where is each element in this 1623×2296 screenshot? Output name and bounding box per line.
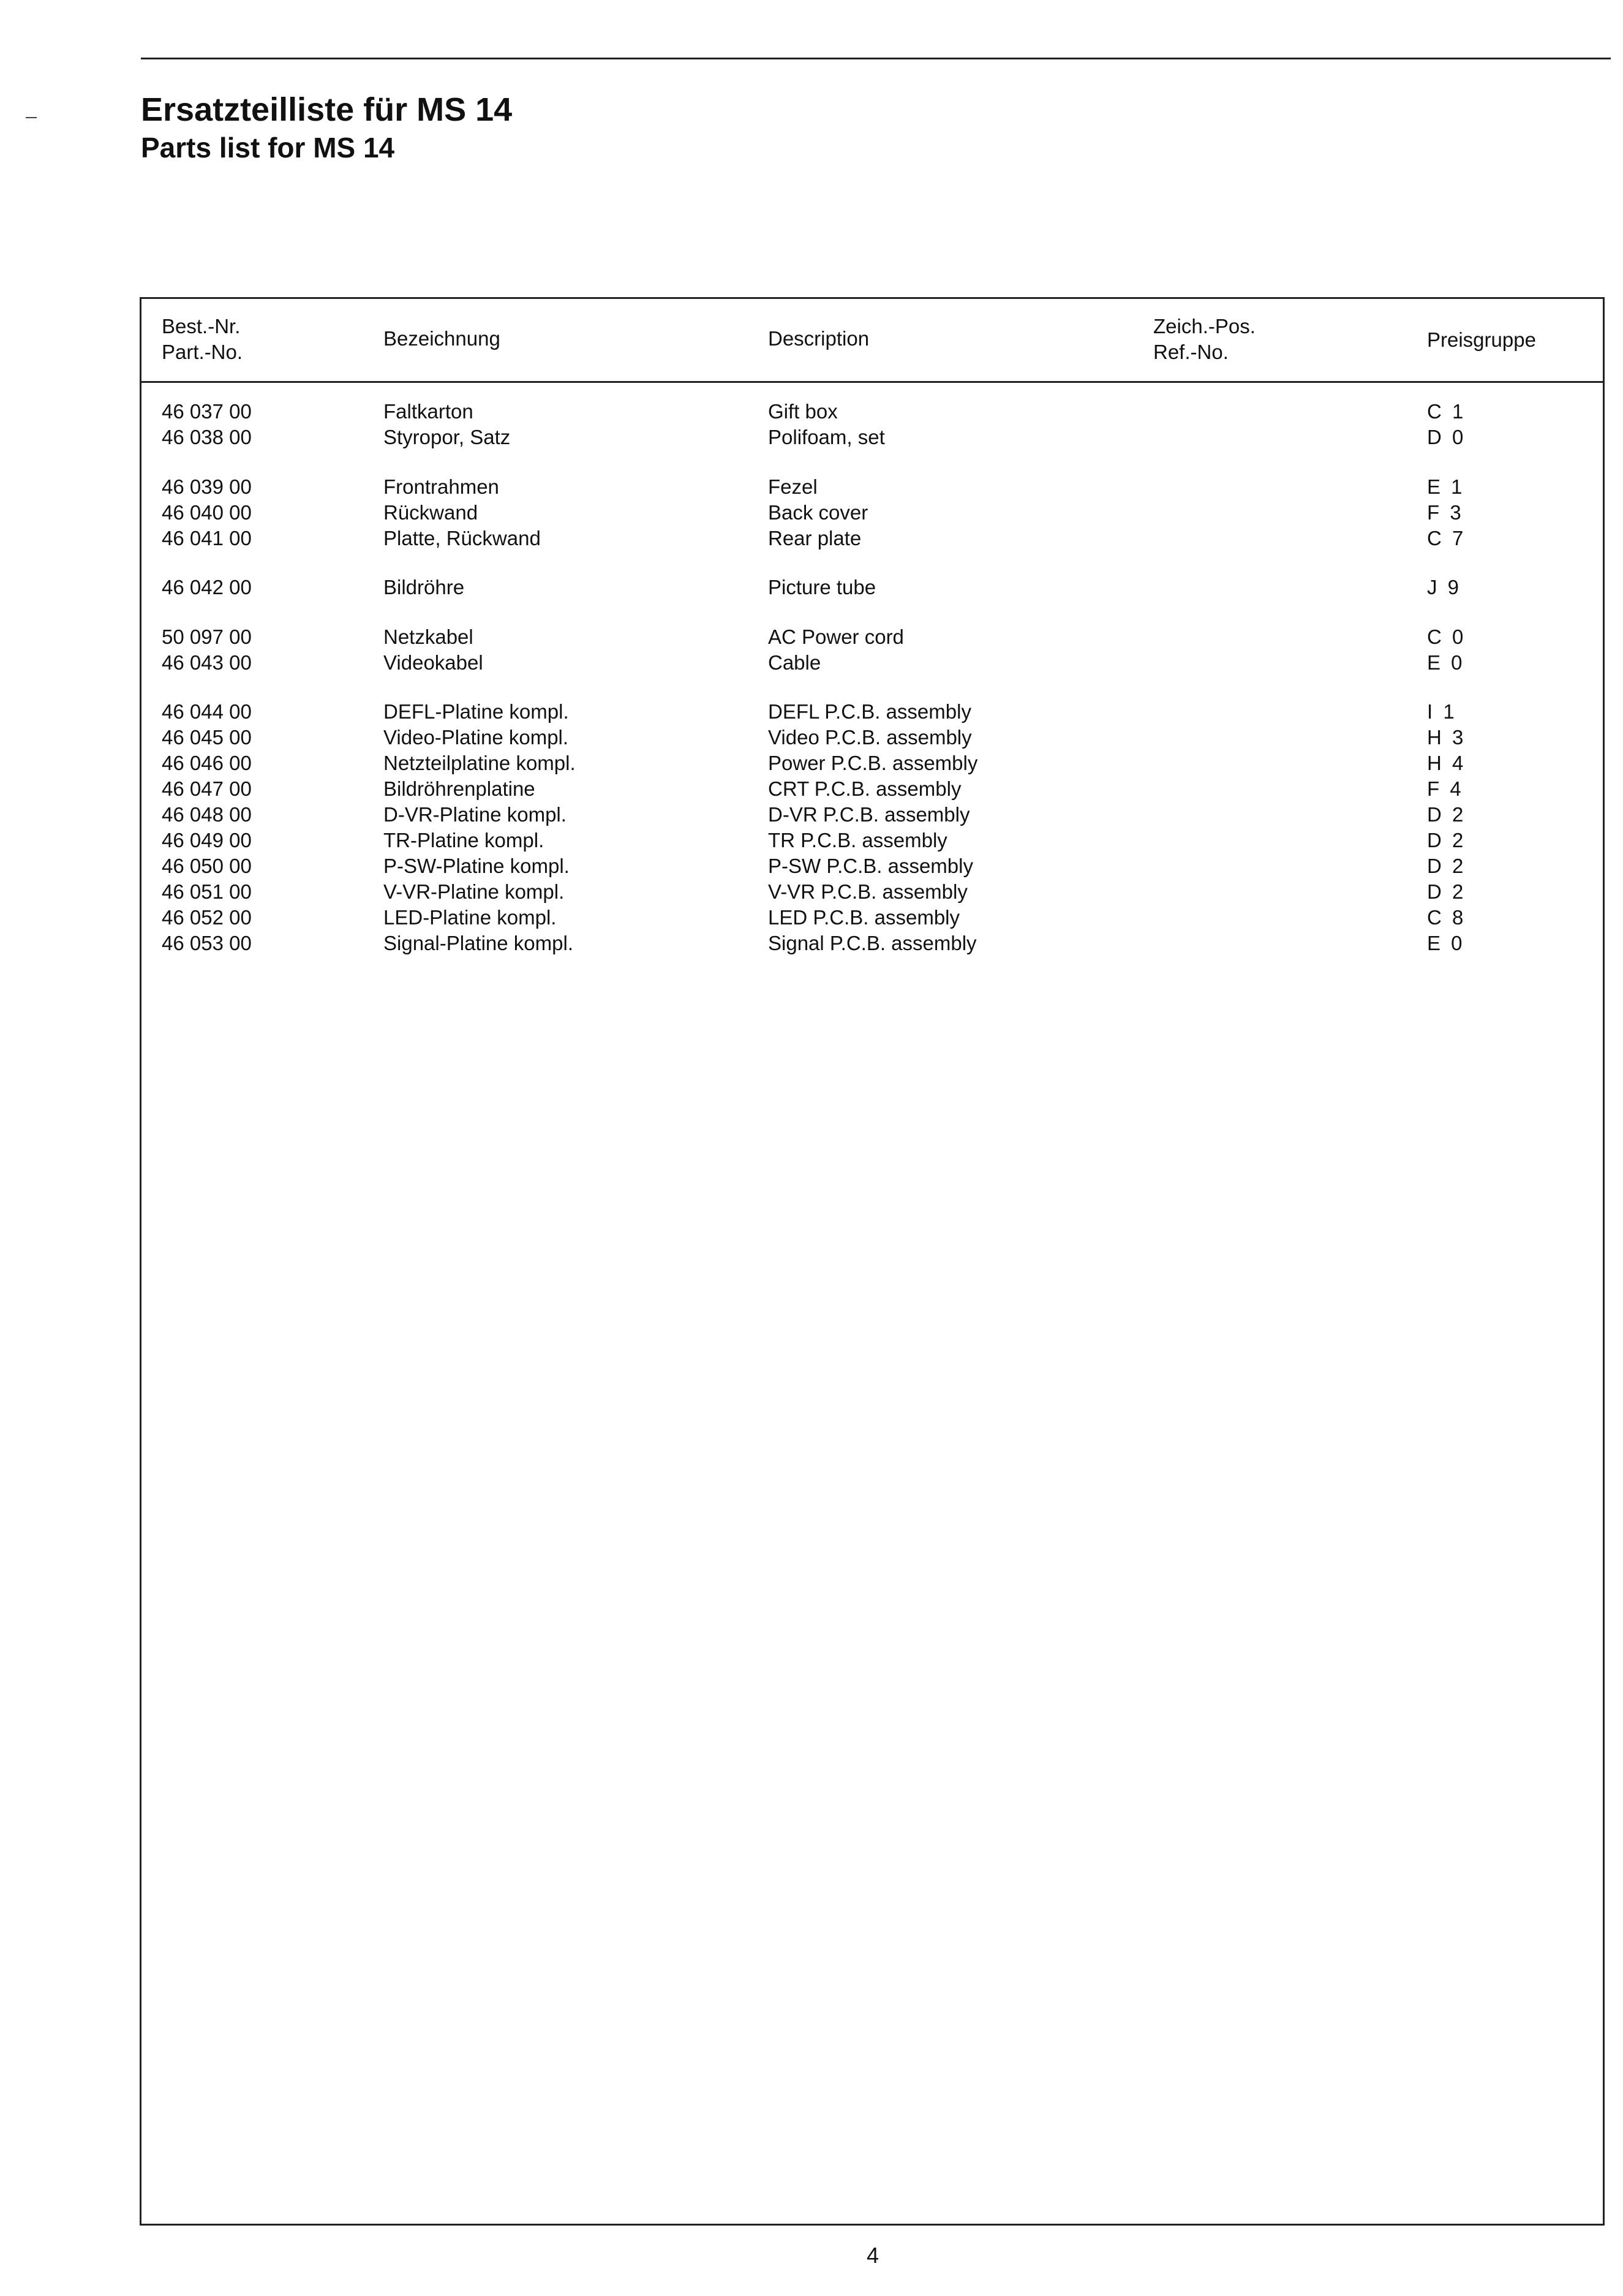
bezeichnung-cell: Video-Platine kompl.: [383, 726, 569, 749]
bezeichnung-cell: Netzteilplatine kompl.: [383, 752, 576, 774]
description-cell: Video P.C.B. assembly: [768, 726, 972, 749]
description-cell: TR P.C.B. assembly: [768, 829, 947, 852]
page-title-german: Ersatzteilliste für MS 14: [141, 91, 513, 128]
parts-table: [140, 297, 1605, 2226]
price-group-cell: D 2: [1427, 855, 1466, 877]
bezeichnung-cell: LED-Platine kompl.: [383, 906, 557, 929]
description-cell: LED P.C.B. assembly: [768, 906, 960, 929]
bezeichnung-cell: Faltkarton: [383, 400, 473, 423]
description-cell: Cable: [768, 651, 821, 674]
description-cell: AC Power cord: [768, 625, 904, 648]
part-number-cell: 46 039 00: [162, 475, 252, 498]
price-group-cell: F 3: [1427, 501, 1464, 524]
table-row: [141, 624, 1603, 650]
bezeichnung-cell: Videokabel: [383, 651, 483, 674]
table-row: [141, 931, 1603, 956]
table-row: [141, 802, 1603, 828]
table-row: [141, 879, 1603, 905]
price-group-cell: C 1: [1427, 400, 1466, 423]
header-ref-number: [1153, 314, 1256, 365]
header-ref-number-en: Ref.-No.: [1153, 341, 1229, 363]
table-header: [141, 299, 1603, 382]
title-block: [141, 89, 512, 165]
part-number-cell: 46 040 00: [162, 501, 252, 524]
bezeichnung-cell: V-VR-Platine kompl.: [383, 880, 565, 903]
description-cell: Rear plate: [768, 527, 862, 549]
bezeichnung-cell: Netzkabel: [383, 625, 473, 648]
bezeichnung-cell: Styropor, Satz: [383, 426, 511, 448]
part-number-cell: 46 049 00: [162, 829, 252, 852]
part-number-cell: 46 043 00: [162, 651, 252, 674]
price-group-cell: H 4: [1427, 752, 1466, 774]
part-number-cell: 46 044 00: [162, 700, 252, 723]
table-row: [141, 474, 1603, 500]
price-group-cell: C 0: [1427, 625, 1466, 648]
table-row: [141, 575, 1603, 600]
description-cell: V-VR P.C.B. assembly: [768, 880, 968, 903]
header-description: Description: [768, 327, 870, 350]
margin-mark: [26, 117, 37, 118]
price-group-cell: C 7: [1427, 527, 1466, 549]
header-part-number: [162, 314, 243, 365]
price-group-cell: I 1: [1427, 700, 1457, 723]
table-row: [141, 699, 1603, 725]
description-cell: Power P.C.B. assembly: [768, 752, 978, 774]
table-row: [141, 828, 1603, 853]
price-group-cell: C 8: [1427, 906, 1466, 929]
table-row: [141, 399, 1603, 425]
description-cell: Polifoam, set: [768, 426, 885, 448]
part-number-cell: 46 041 00: [162, 527, 252, 549]
price-group-cell: D 2: [1427, 803, 1466, 826]
part-number-cell: 46 051 00: [162, 880, 252, 903]
description-cell: DEFL P.C.B. assembly: [768, 700, 971, 723]
bezeichnung-cell: Bildröhre: [383, 576, 465, 599]
header-part-number-en: Part.-No.: [162, 341, 243, 363]
bezeichnung-cell: Frontrahmen: [383, 475, 499, 498]
description-cell: P-SW P.C.B. assembly: [768, 855, 973, 877]
price-group-cell: E 0: [1427, 651, 1465, 674]
price-group-cell: D 0: [1427, 426, 1466, 448]
part-number-cell: 50 097 00: [162, 625, 252, 648]
table-row: [141, 905, 1603, 931]
table-row: [141, 776, 1603, 802]
description-cell: Picture tube: [768, 576, 876, 599]
bezeichnung-cell: Signal-Platine kompl.: [383, 932, 573, 954]
bezeichnung-cell: TR-Platine kompl.: [383, 829, 544, 852]
table-row: [141, 853, 1603, 879]
header-price-group: Preisgruppe: [1427, 328, 1536, 351]
table-row: [141, 725, 1603, 750]
header-separator: [141, 381, 1603, 383]
price-group-cell: E 0: [1427, 932, 1465, 954]
part-number-cell: 46 042 00: [162, 576, 252, 599]
price-group-cell: D 2: [1427, 880, 1466, 903]
bezeichnung-cell: D-VR-Platine kompl.: [383, 803, 567, 826]
part-number-cell: 46 048 00: [162, 803, 252, 826]
description-cell: D-VR P.C.B. assembly: [768, 803, 970, 826]
table-row: [141, 500, 1603, 526]
bezeichnung-cell: DEFL-Platine kompl.: [383, 700, 569, 723]
header-ref-number-de: Zeich.-Pos.: [1153, 315, 1256, 338]
part-number-cell: 46 038 00: [162, 426, 252, 448]
price-group-cell: H 3: [1427, 726, 1466, 749]
description-cell: Gift box: [768, 400, 838, 423]
part-number-cell: 46 050 00: [162, 855, 252, 877]
page-number: 4: [866, 2243, 879, 2268]
header-bezeichnung: Bezeichnung: [383, 327, 500, 350]
part-number-cell: 46 046 00: [162, 752, 252, 774]
bezeichnung-cell: Bildröhrenplatine: [383, 777, 535, 800]
price-group-cell: E 1: [1427, 475, 1465, 498]
description-cell: Signal P.C.B. assembly: [768, 932, 977, 954]
part-number-cell: 46 053 00: [162, 932, 252, 954]
bezeichnung-cell: Platte, Rückwand: [383, 527, 541, 549]
table-row: [141, 425, 1603, 450]
table-row: [141, 650, 1603, 676]
part-number-cell: 46 037 00: [162, 400, 252, 423]
page-title-english: Parts list for MS 14: [141, 132, 395, 164]
bezeichnung-cell: Rückwand: [383, 501, 478, 524]
part-number-cell: 46 045 00: [162, 726, 252, 749]
description-cell: Back cover: [768, 501, 868, 524]
top-rule: [141, 58, 1611, 59]
table-row: [141, 526, 1603, 551]
part-number-cell: 46 047 00: [162, 777, 252, 800]
header-part-number-de: Best.-Nr.: [162, 315, 241, 338]
price-group-cell: D 2: [1427, 829, 1466, 852]
price-group-cell: J 9: [1427, 576, 1462, 599]
description-cell: CRT P.C.B. assembly: [768, 777, 962, 800]
table-row: [141, 750, 1603, 776]
description-cell: Fezel: [768, 475, 818, 498]
price-group-cell: F 4: [1427, 777, 1464, 800]
bezeichnung-cell: P-SW-Platine kompl.: [383, 855, 570, 877]
part-number-cell: 46 052 00: [162, 906, 252, 929]
